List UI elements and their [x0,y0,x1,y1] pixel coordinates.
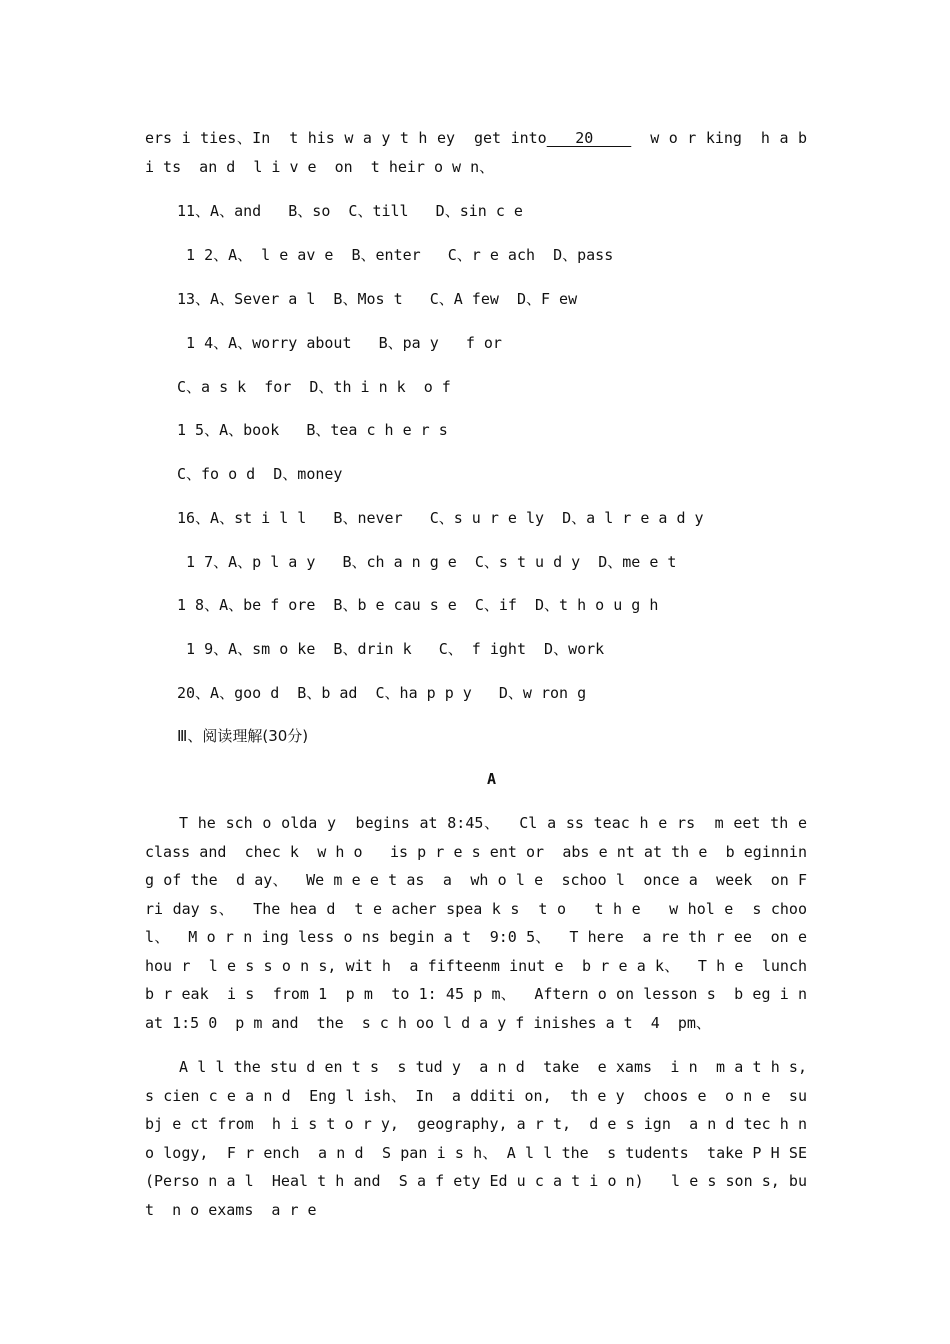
option-line-14a: 1 4、A、worry about B、pa y f or [177,334,502,352]
passage-tail-text: ers i ties、In t his w a y t h ey get into [145,129,547,147]
option-line-19: 1 9、A、sm o ke B、drin k C、 f ight D、work [177,640,605,658]
passage-a-paragraph-1 [145,809,826,1037]
passage-a-title: A [486,770,497,788]
option-line-16: 16、A、st i l l B、never C、s u r e ly D、a l r e a d y [177,509,704,527]
passage-a-paragraph-2 [145,1053,826,1224]
option-line-20: 20、A、goo d B、b ad C、ha p p y D、w ron g [177,684,587,702]
passage-tail-text-end: w o r king h a b i ts an d l i v e on t heir o w n、 [145,129,817,176]
option-line-18: 1 8、A、be f ore B、b e cau s e C、if D、t h o u g h [177,596,659,614]
blank-20: 20 [546,129,632,147]
section-heading: Ⅲ、阅读理解(30分) [177,727,309,745]
option-line-15a: 1 5、A、book B、tea c h e r s [177,421,448,439]
passage-a-paragraph-1-text: T he sch o olda y begins at 8:45、 Cl a ss teac h e rs m eet th e class and chec k w h o is p r e s ent or abs e nt at th e b eginning of the d ay、 We m e e t as a wh o l e schoo l once a week on Fri day s、 The hea d t e acher spea k s t o t h e w hol e s chool、 M o r n ing less o ns begin a t 9:0 5、 T here a re th r ee on e hou r l e s s o n s, wit h a fifteenm inut e b r e a k、 T h e lunch b r eak i s from 1 p m to 1: 45 p m、 Aftern o on lesson s b eg i n at 1:5 0 p m and the s c h oo l d a y f inishes a t 4 pm、 [145,814,826,1032]
passage-a-paragraph-2-text: A l l the stu d en t s s tud y a n d take e xams i n m a t h s, s cien c e a n d Eng l ish、 In a dditi on, th e y choos e o n e subj e ct from h i s t o r y, geography, a r t, d e s ign a n d tec h n o logy, F r ench a n d S pan i s h、 A l l the s tudents take P H SE (Perso n a l Heal t h and S a f ety Ed u c a t i o n) l e s son s, but n o exams a r e [145,1058,826,1219]
option-line-12: 1 2、A、 l e av e B、enter C、r e ach D、pass [177,246,614,264]
passage-tail [145,124,817,181]
option-line-11: 11、A、and B、so C、till D、sin c e [177,202,523,220]
option-line-15b: C、fo o d D、money [177,465,343,483]
option-line-13: 13、A、Sever a l B、Mos t C、A few D、F ew [177,290,578,308]
option-line-14b: C、a s k for D、th i n k o f [177,378,451,396]
option-line-17: 1 7、A、p l a y B、ch a n g e C、s t u d y D、me e t [177,553,677,571]
